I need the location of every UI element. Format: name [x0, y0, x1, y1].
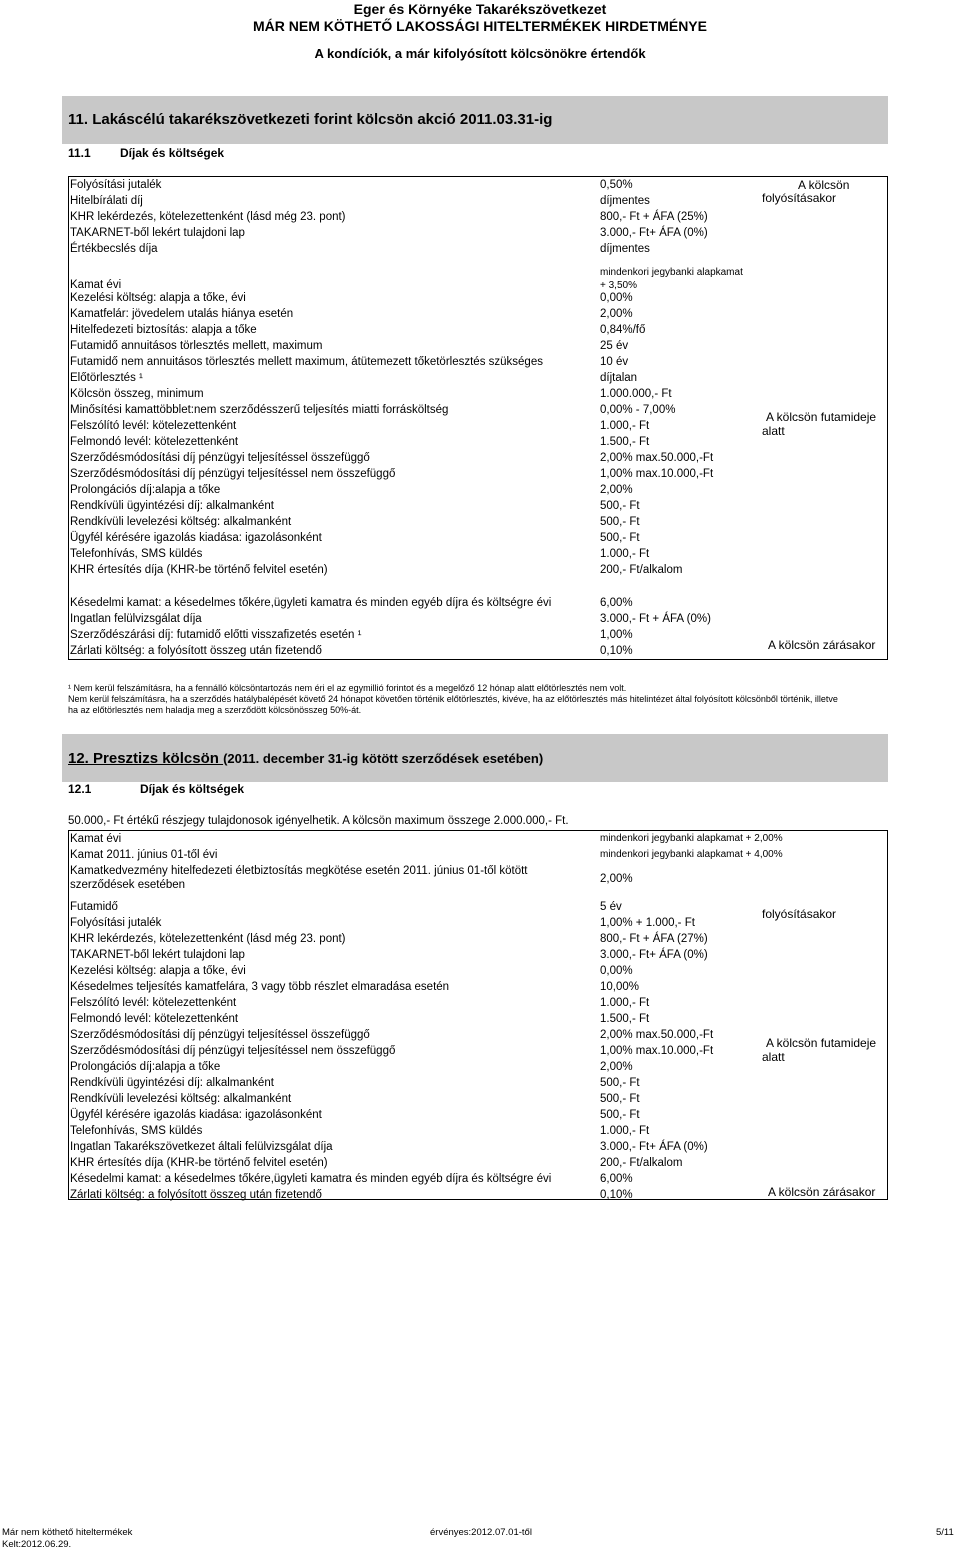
- row-value: 5 év: [600, 901, 622, 913]
- row-value: 500,- Ft: [600, 1109, 640, 1121]
- row-value: díjtalan: [600, 372, 638, 384]
- row-label: Kölcsön összeg, minimum: [70, 388, 204, 400]
- row-label: Zárlati költség: a folyósított összeg után fizetendő: [70, 1189, 322, 1201]
- row-value: 1.000,- Ft: [600, 548, 650, 560]
- row-label: Folyósítási jutalék: [70, 917, 162, 929]
- section-12-1-number: 12.1: [68, 782, 92, 796]
- row-value: 1,00%: [600, 629, 633, 641]
- row-value: 6,00%: [600, 597, 633, 609]
- footnote-line-2: Nem kerül felszámításra, ha a szerződés hatálybalépését követő 24 hónapot követően történik előtörlesztés, kivéve, ha az előtörlesztés más hitelintézet által folyósított kölcsönből történik, illetve: [68, 694, 838, 704]
- row-label: Minősítési kamattöbblet:nem szerződésszerű teljesítés miatti forrásköltség: [70, 404, 449, 416]
- row-label: Ügyfél kérésére igazolás kiadása: igazolásonként: [70, 1109, 322, 1121]
- s11-side-disbursement-a: A kölcsön: [798, 178, 850, 192]
- row-value: mindenkori jegybanki alapkamat + 4,00%: [600, 849, 783, 860]
- row-label: Kamatkedvezmény hitelfedezeti életbiztosítás megkötése esetén 2011. június 01-től kötött: [70, 865, 528, 877]
- row-label: Futamidő: [70, 901, 118, 913]
- row-value: 0,00%: [600, 292, 633, 304]
- row-label: Telefonhívás, SMS küldés: [70, 1125, 203, 1137]
- row-value: 0,10%: [600, 1189, 633, 1201]
- row-label: Kamatfelár: jövedelem utalás hiánya esetén: [70, 308, 294, 320]
- section-12-title-note: (2011. december 31-ig kötött szerződések esetében): [223, 751, 544, 766]
- section-11-fee-table: [68, 176, 888, 660]
- row-value: 0,84%/fő: [600, 324, 646, 336]
- row-value: 2,00% max.50.000,-Ft: [600, 452, 714, 464]
- row-label: Folyósítási jutalék: [70, 179, 162, 191]
- row-value: 3.000,- Ft+ ÁFA (0%): [600, 949, 708, 961]
- row-label: Kezelési költség: alapja a tőke, évi: [70, 965, 246, 977]
- row-value: mindenkori jegybanki alapkamat + 2,00%: [600, 833, 783, 844]
- row-label: Ingatlan felülvizsgálat díja: [70, 613, 202, 625]
- row-value: 500,- Ft: [600, 1093, 640, 1105]
- footer-doc-name: Már nem köthető hiteltermékek: [2, 1527, 133, 1538]
- row-value: 0,00% - 7,00%: [600, 404, 676, 416]
- row-label: Kamat évi: [70, 833, 122, 845]
- row-value: 1,00% + 1.000,- Ft: [600, 917, 695, 929]
- row-value: 1.500,- Ft: [600, 436, 650, 448]
- row-value: 500,- Ft: [600, 532, 640, 544]
- footer-date: Kelt:2012.06.29.: [2, 1539, 72, 1550]
- row-label: KHR értesítés díja (KHR-be történő felvitel esetén): [70, 1157, 328, 1169]
- row-label: Telefonhívás, SMS küldés: [70, 548, 203, 560]
- row-value: 500,- Ft: [600, 1077, 640, 1089]
- header-institution: Eger és Környéke Takarékszövetkezet: [353, 1, 607, 17]
- row-value: 0,50%: [600, 179, 633, 191]
- row-value: 1.000,- Ft: [600, 420, 650, 432]
- row-label: Szerződésmódosítási díj pénzügyi teljesítéssel összefüggő: [70, 452, 370, 464]
- footer-validity: érvényes:2012.07.01-től: [430, 1527, 532, 1538]
- row-label: Szerződésmódosítási díj pénzügyi teljesítéssel nem összefüggő: [70, 468, 396, 480]
- row-label: Ingatlan Takarékszövetkezet általi felülvizsgálat díja: [70, 1141, 333, 1153]
- section-12-title-main: 12. Presztizs kölcsön: [68, 750, 224, 767]
- row-label: Előtörlesztés ¹: [70, 372, 143, 384]
- row-value: 2,00%: [600, 484, 633, 496]
- row-label: Futamidő annuitásos törlesztés mellett, maximum: [70, 340, 323, 352]
- row-label: Késedelmes teljesítés kamatfelára, 3 vagy több részlet elmaradása esetén: [70, 981, 450, 993]
- row-value: 500,- Ft: [600, 500, 640, 512]
- row-value: 25 év: [600, 340, 629, 352]
- row-value: 200,- Ft/alkalom: [600, 1157, 683, 1169]
- section-11-1-title: Díjak és költségek: [120, 146, 225, 160]
- row-label: Késedelmi kamat: a késedelmes tőkére,ügyleti kamatra és minden egyéb díjra és költségre évi: [70, 597, 552, 609]
- row-label: Rendkívüli ügyintézési díj: alkalmanként: [70, 500, 274, 512]
- row-value: 1.500,- Ft: [600, 1013, 650, 1025]
- section-12-title: [68, 750, 543, 767]
- row-label-continued: szerződések esetében: [70, 879, 186, 891]
- row-label: Prolongációs díj:alapja a tőke: [70, 1061, 221, 1073]
- footnote-line-1: ¹ Nem kerül felszámításra, ha a fennálló kölcsöntartozás nem éri el az egymillió forintot és a megelőző 12 hónap alatt előtörlesztés nem volt.: [68, 683, 627, 693]
- s11-side-disbursement-b: folyósításakor: [762, 191, 837, 205]
- row-value: díjmentes: [600, 195, 650, 207]
- row-value: 1.000,- Ft: [600, 997, 650, 1009]
- row-value: 500,- Ft: [600, 516, 640, 528]
- s11-side-term-b: alatt: [762, 424, 785, 438]
- row-value: 800,- Ft + ÁFA (27%): [600, 933, 708, 945]
- row-label: Hitelbírálati díj: [70, 195, 143, 207]
- section-12-1-title: Díjak és költségek: [140, 782, 245, 796]
- row-label: Felmondó levél: kötelezettenként: [70, 436, 239, 448]
- s12-side-disbursement: folyósításakor: [762, 907, 837, 921]
- row-label: Szerződésmódosítási díj pénzügyi teljesítéssel összefüggő: [70, 1029, 370, 1041]
- row-value: 6,00%: [600, 1173, 633, 1185]
- section-11-1-number: 11.1: [68, 146, 91, 160]
- row-value: 3.000,- Ft + ÁFA (0%): [600, 613, 711, 625]
- row-value: 1.000.000,- Ft: [600, 388, 672, 400]
- s11-side-closing: A kölcsön zárásakor: [768, 638, 876, 652]
- row-label: Prolongációs díj:alapja a tőke: [70, 484, 221, 496]
- row-label: Felmondó levél: kötelezettenként: [70, 1013, 239, 1025]
- row-label: Értékbecslés díja: [70, 243, 158, 255]
- row-label: Ügyfél kérésére igazolás kiadása: igazolásonként: [70, 532, 322, 544]
- row-value: 1.000,- Ft: [600, 1125, 650, 1137]
- row-value: 10,00%: [600, 981, 640, 993]
- row-label: KHR értesítés díja (KHR-be történő felvitel esetén): [70, 564, 328, 576]
- row-label: TAKARNET-ből lekért tulajdoni lap: [70, 227, 245, 239]
- row-label: KHR lekérdezés, kötelezettenként (lásd még 23. pont): [70, 933, 346, 945]
- row-value: 3.000,- Ft+ ÁFA (0%): [600, 227, 708, 239]
- s12-side-closing: A kölcsön zárásakor: [768, 1185, 876, 1199]
- section-12-fee-table: [68, 830, 888, 1200]
- section-11-title: 11. Lakáscélú takarékszövetkezeti forint kölcsön akció 2011.03.31-ig: [68, 111, 553, 128]
- row-label: Kamat 2011. június 01-től évi: [70, 849, 218, 861]
- s11-side-term-a: A kölcsön futamideje: [766, 410, 877, 424]
- row-value: 0,10%: [600, 645, 633, 657]
- row-value: mindenkori jegybanki alapkamat: [600, 267, 743, 278]
- row-label: Zárlati költség: a folyósított összeg után fizetendő: [70, 645, 322, 657]
- header-title: MÁR NEM KÖTHETŐ LAKOSSÁGI HITELTERMÉKEK HIRDETMÉNYE: [253, 18, 707, 34]
- row-value-continued: + 3,50%: [600, 280, 637, 291]
- row-label: Felszólító levél: kötelezettenként: [70, 420, 237, 432]
- footer-page-number: 5/11: [936, 1527, 954, 1538]
- row-label: Rendkívüli ügyintézési díj: alkalmanként: [70, 1077, 274, 1089]
- row-value: 1,00% max.10.000,-Ft: [600, 1045, 714, 1057]
- row-label: Szerződésmódosítási díj pénzügyi teljesítéssel nem összefüggő: [70, 1045, 396, 1057]
- header-subtitle: A kondíciók, a már kifolyósított kölcsönökre értendők: [314, 46, 646, 61]
- row-label: Rendkívüli levelezési költség: alkalmanként: [70, 516, 292, 528]
- row-label: Futamidő nem annuitásos törlesztés mellett maximum, átütemezett tőketörlesztés szükséges: [70, 356, 543, 368]
- row-label: KHR lekérdezés, kötelezettenként (lásd még 23. pont): [70, 211, 346, 223]
- row-value: 2,00% max.50.000,-Ft: [600, 1029, 714, 1041]
- row-label: Kamat évi: [70, 279, 122, 291]
- row-label: TAKARNET-ből lekért tulajdoni lap: [70, 949, 245, 961]
- s12-side-term-a: A kölcsön futamideje: [766, 1036, 877, 1050]
- row-label: Szerződészárási díj: futamidő előtti visszafizetés esetén ¹: [70, 629, 362, 641]
- row-label: Felszólító levél: kötelezettenként: [70, 997, 237, 1009]
- row-label: Késedelmi kamat: a késedelmes tőkére,ügyleti kamatra és minden egyéb díjra és költségre évi: [70, 1173, 552, 1185]
- row-label: Rendkívüli levelezési költség: alkalmanként: [70, 1093, 292, 1105]
- row-value: 200,- Ft/alkalom: [600, 564, 683, 576]
- row-value: 2,00%: [600, 873, 633, 885]
- row-label: Kezelési költség: alapja a tőke, évi: [70, 292, 246, 304]
- footnote-line-3: ha az előtörlesztés nem haladja meg a szerződött kölcsönösszeg 50%-át.: [68, 705, 362, 715]
- row-value: 3.000,- Ft+ ÁFA (0%): [600, 1141, 708, 1153]
- row-value: 2,00%: [600, 1061, 633, 1073]
- row-value: 800,- Ft + ÁFA (25%): [600, 211, 708, 223]
- s12-side-term-b: alatt: [762, 1050, 785, 1064]
- row-value: 0,00%: [600, 965, 633, 977]
- row-value: 10 év: [600, 356, 629, 368]
- row-value: 2,00%: [600, 308, 633, 320]
- row-value: díjmentes: [600, 243, 650, 255]
- row-value: 1,00% max.10.000,-Ft: [600, 468, 714, 480]
- section-12-intro: 50.000,- Ft értékű részjegy tulajdonosok igényelhetik. A kölcsön maximum összege 2.000.000,- Ft.: [68, 815, 569, 827]
- row-label: Hitelfedezeti biztosítás: alapja a tőke: [70, 324, 257, 336]
